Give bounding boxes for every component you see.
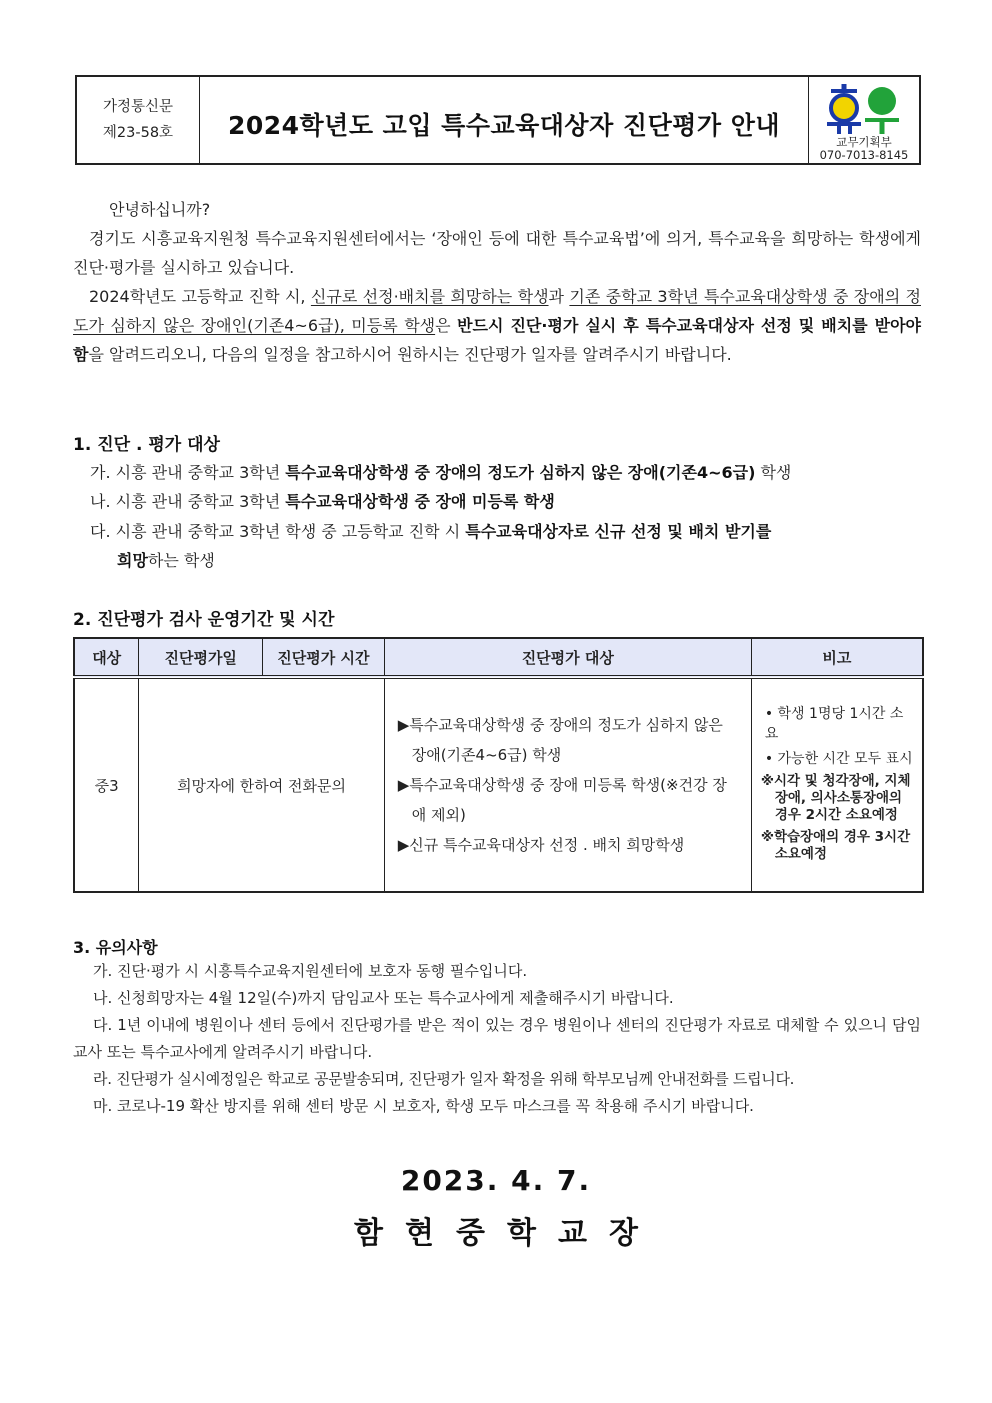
subject-item: ▶신규 특수교육대상자 선정 . 배치 희망학생 — [397, 836, 685, 854]
remark-item: • 학생 1명당 1시간 소요 — [764, 705, 904, 742]
item-b-prefix: 나. 시흥 관내 중학교 3학년 — [90, 492, 286, 511]
issue-date: 2023. 4. 7. — [400, 1164, 592, 1197]
section-1-item-c-line2 — [117, 546, 947, 576]
header-target: 대상 — [74, 638, 139, 677]
section-3-title: 3. 유의사항 — [73, 938, 158, 957]
item-a-bold: 특수교육대상학생 중 장애의 정도가 심하지 않은 장애(기존4~6급) — [285, 463, 756, 482]
remark-item-bold: ※학습장애의 경우 3시간 소요예정 — [760, 828, 911, 862]
notice-item: 다. 1년 이내에 병원이나 센터 등에서 진단평가를 받은 적이 있는 경우 병원이나 센터의 진단평가 자료로 대체할 수 있으니 담임교사 또는 특수교사에게 알려주시기 바랍니다. — [73, 1016, 921, 1061]
item-b-bold: 특수교육대상학생 중 장애 미등록 학생 — [285, 492, 555, 511]
doc-type: 가정통신문 — [102, 99, 174, 115]
dept-name: 교무기획부 — [836, 135, 892, 149]
table-header-row — [74, 638, 923, 677]
p2-text-b: 과 — [548, 287, 564, 306]
page-title: 2024학년도 고입 특수교육대상자 진단평가 안내 — [227, 111, 781, 140]
cell-date-time: 희망자에 한하여 전화문의 — [139, 677, 384, 892]
dept-phone: 070-7013-8145 — [819, 148, 909, 162]
intro-paragraph-2 — [73, 282, 921, 369]
subject-item: ▶특수교육대상학생 중 장애의 정도가 심하지 않은 장애(기존4~6급) 학생 — [397, 716, 723, 764]
p2-text-c: 은 — [435, 316, 451, 335]
item-a-suffix: 학생 — [755, 463, 792, 482]
header-time: 진단평가 시간 — [263, 638, 385, 677]
item-c-line2: 하는 학생 — [147, 551, 215, 570]
notice-item: 가. 진단·평가 시 시흥특수교육지원센터에 보호자 동행 필수입니다. — [93, 962, 528, 980]
intro-paragraph-1: 경기도 시흥교육지원청 특수교육지원센터에서는 ‘장애인 등에 대한 특수교육법’에 의거, 특수교육을 희망하는 학생에게 진단·평가를 실시하고 있습니다. — [73, 229, 921, 277]
section-2-title: 2. 진단평가 검사 운영기간 및 시간 — [73, 610, 335, 630]
school-logo-icon — [827, 84, 901, 134]
subject-item: ▶특수교육대상학생 중 장애 미등록 학생(※건강 장애 제외) — [397, 776, 727, 824]
table-row — [74, 677, 923, 892]
item-c-line2-bold: 희망 — [117, 551, 148, 570]
doc-info — [77, 77, 200, 163]
notice-item: 마. 코로나-19 확산 방지를 위해 센터 방문 시 보호자, 학생 모두 마스크를 꼭 착용해 주시기 바랍니다. — [93, 1097, 754, 1115]
section-1-item-b — [90, 487, 920, 517]
doc-number: 제23-58호 — [102, 125, 174, 141]
section-1-title: 1. 진단 . 평가 대상 — [73, 435, 220, 455]
p2-underline-1: 신규로 선정·배치를 희망하는 학생 — [310, 287, 549, 306]
header-date: 진단평가일 — [139, 638, 263, 677]
schedule-table — [73, 637, 924, 893]
p2-text-a: 2024학년도 고등학교 진학 시, — [89, 287, 306, 306]
remark-item: • 가능한 시간 모두 표시 — [764, 750, 913, 767]
section-1-item-a — [90, 458, 920, 488]
notice-item: 라. 진단평가 실시예정일은 학교로 공문발송되며, 진단평가 일자 확정을 위해 학부모님께 안내전화를 드립니다. — [93, 1070, 795, 1088]
p2-bold: 반드시 진단·평가 실시 후 특수교육대상자 선정 및 배치를 받아야 함 — [73, 316, 921, 364]
header-remarks: 비고 — [751, 638, 923, 677]
header-box — [75, 75, 921, 165]
item-c-prefix: 다. 시흥 관내 중학교 3학년 학생 중 고등학교 진학 시 — [90, 522, 466, 541]
dept-info — [808, 77, 919, 163]
item-a-prefix: 가. 시흥 관내 중학교 3학년 — [90, 463, 286, 482]
item-c-bold: 특수교육대상자로 신규 선정 및 배치 받기를 — [465, 522, 772, 541]
cell-grade: 중3 — [74, 677, 139, 892]
intro-section — [73, 195, 921, 369]
greeting: 안녕하십니까? — [109, 200, 211, 219]
cell-remarks — [751, 677, 923, 892]
section-1-item-c — [90, 517, 920, 547]
principal-signature: 함현중학교장 — [354, 1216, 660, 1251]
p2-text-d: 을 알려드리오니, 다음의 일정을 참고하시어 원하시는 진단평가 일자를 알려주시기 바랍니다. — [88, 345, 732, 364]
p2-underline-2: 기존 중학교 3학년 특수교육대상학생 중 장애의 정도가 심하지 않은 장애인(기존4~6급), 미등록 학생 — [73, 287, 921, 335]
remark-item-bold: ※시각 및 청각장애, 지체장애, 의사소통장애의 경우 2시간 소요예정 — [760, 772, 911, 823]
notice-item: 나. 신청희망자는 4월 12일(수)까지 담임교사 또는 특수교사에게 제출해주시기 바랍니다. — [93, 989, 674, 1007]
cell-subjects — [384, 677, 751, 892]
header-subjects: 진단평가 대상 — [384, 638, 751, 677]
